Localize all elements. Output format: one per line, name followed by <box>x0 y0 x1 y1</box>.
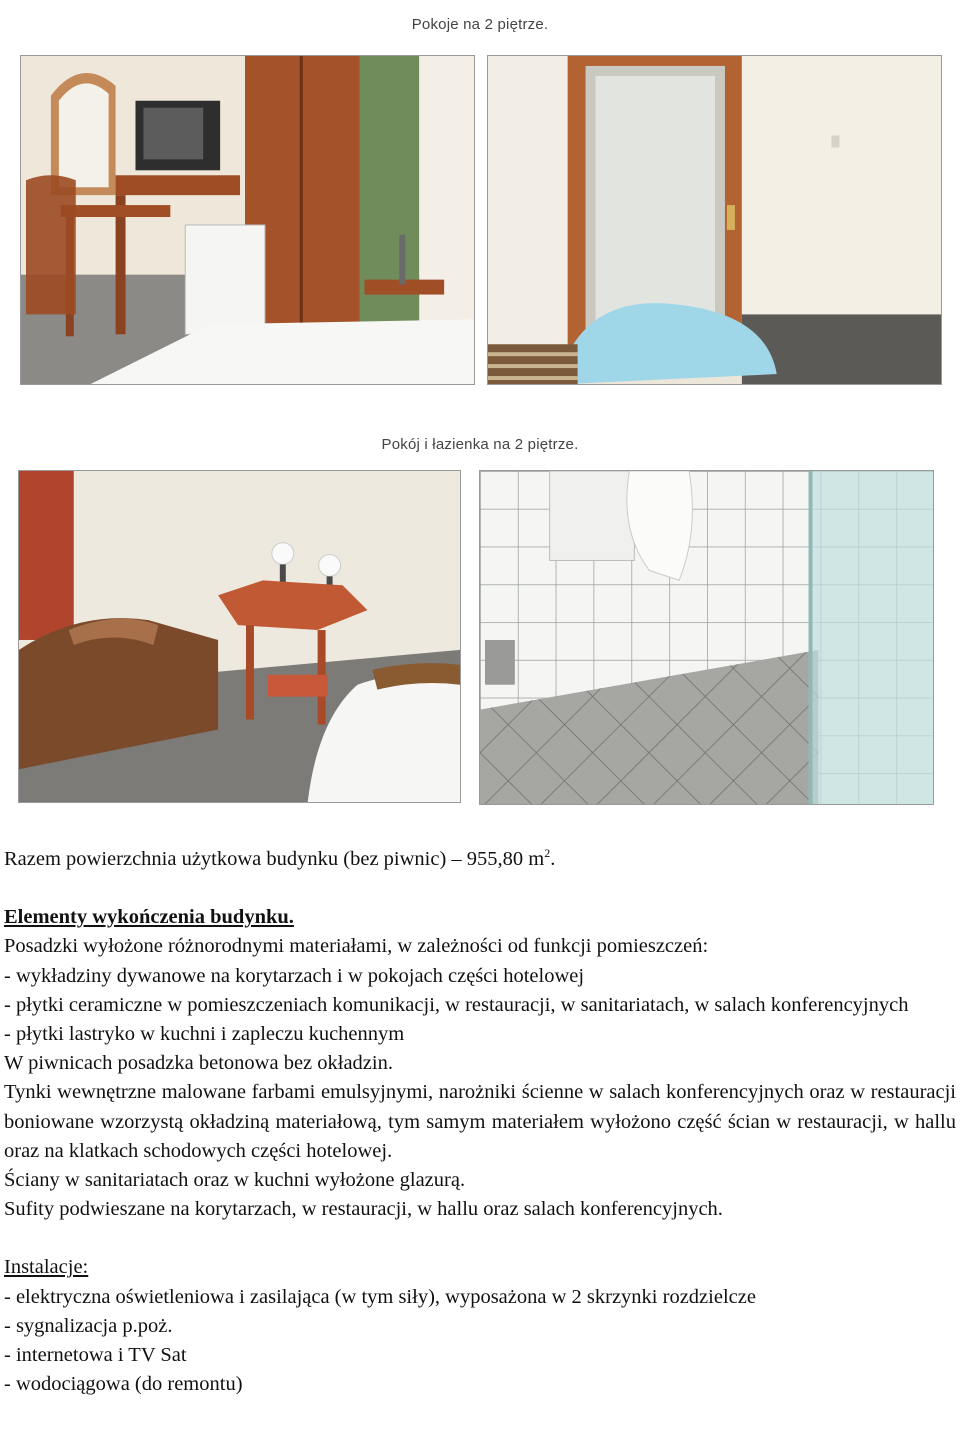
installation-item: - internetowa i TV Sat <box>4 1344 187 1367</box>
installations-heading: Instalacje: <box>4 1256 89 1279</box>
ceilings-line: Sufity podwieszane na korytarzach, w restauracji, w hallu oraz salach konferencyjnych. <box>4 1198 723 1221</box>
bathroom-photo <box>479 470 934 805</box>
walls-line: Ściany w sanitariatach oraz w kuchni wyłożone glazurą. <box>4 1169 466 1192</box>
basement-line: W piwnicach posadzka betonowa bez okładzin. <box>4 1052 393 1075</box>
floor-item: - płytki lastryko w kuchni i zapleczu kuchennym <box>4 1023 405 1046</box>
room-with-tv-photo <box>20 55 475 385</box>
room-door-photo <box>487 55 942 385</box>
document-text <box>4 845 956 1399</box>
caption-top: Pokoje na 2 piętrze. <box>411 16 549 33</box>
floor-item: - płytki ceramiczne w pomieszczeniach komunikacji, w restauracji, w sanitariatach, w salach konferencyjnych <box>4 993 909 1016</box>
caption-middle: Pokój i łazienka na 2 piętrze. <box>381 436 579 453</box>
floor-item: - wykładziny dywanowe na korytarzach i w pokojach części hotelowej <box>4 964 585 987</box>
plaster-paragraph: Tynki wewnętrzne malowane farbami emulsyjnymi, narożniki ścienne w salach konferencyjnych oraz w restauracji boniowane wzorzystą okładziną materiałową, tym samym materiałem wyłożono część ścian w restauracji, w hallu oraz na klatkach schodowych części hotelowej. <box>4 1081 956 1162</box>
installation-item: - wodociągowa (do remontu) <box>4 1373 243 1396</box>
area-superscript: 2 <box>544 846 551 861</box>
installation-item: - sygnalizacja p.poż. <box>4 1314 173 1337</box>
room-beds-photo <box>18 470 461 803</box>
finishing-heading: Elementy wykończenia budynku. <box>4 906 294 929</box>
floors-intro: Posadzki wyłożone różnorodnymi materiałami, w zależności od funkcji pomieszczeń: <box>4 935 709 958</box>
total-area-line: Razem powierzchnia użytkowa budynku (bez piwnic) – 955,80 $m^2$. <box>4 846 556 870</box>
installation-item: - elektryczna oświetleniowa i zasilająca (w tym siły), wyposażona w 2 skrzynki rozdzielcze <box>4 1285 756 1308</box>
